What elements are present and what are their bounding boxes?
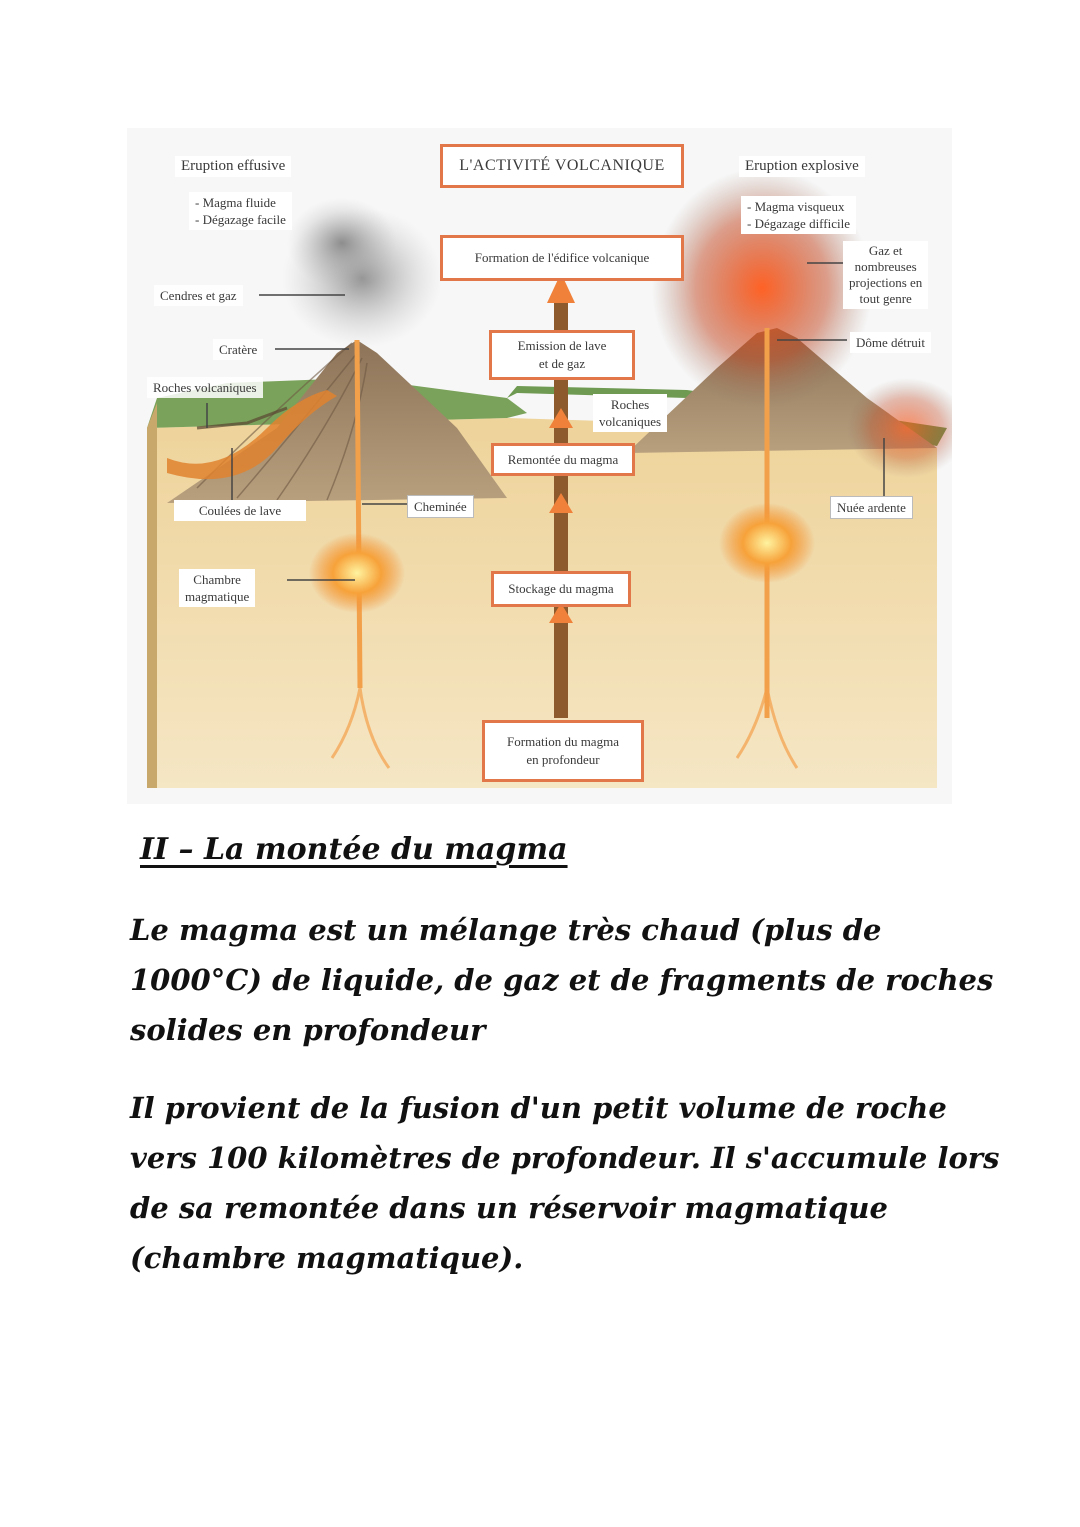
label-magma-chamber: Chambre magmatique: [179, 569, 255, 607]
label-lava-flows: Coulées de lave: [174, 500, 306, 521]
text-line: Il provient de la fusion d'un petit volume de roche: [130, 1091, 947, 1125]
trait-hard-degassing: - Dégazage difficile: [747, 216, 850, 231]
text-line: solides en profondeur: [130, 1013, 486, 1047]
text-line: Le magma est un mélange très chaud (plus de: [130, 913, 882, 947]
label-destroyed-dome: Dôme détruit: [850, 332, 931, 353]
label-chimney: Cheminée: [407, 495, 474, 518]
flow-step-emission: Emission de lave et de gaz: [489, 330, 635, 380]
paragraph-definition: [130, 905, 994, 1055]
explosive-traits: [741, 196, 856, 234]
text-line: 1000°C) de liquide, de gaz et de fragments de roches: [130, 963, 994, 997]
effusive-traits: [189, 192, 292, 230]
section-title: II – La montée du magma: [140, 832, 568, 867]
label-volcanic-rocks-right: Roches volcaniques: [593, 394, 667, 432]
label-volcanic-rocks-left: Roches volcaniques: [147, 377, 263, 398]
label-ash-gas: Cendres et gaz: [154, 285, 243, 306]
flow-step-formation: Formation du magma en profondeur: [482, 720, 644, 782]
flow-step-storage: Stockage du magma: [491, 571, 631, 607]
text-line: de sa remontée dans un réservoir magmatique: [130, 1191, 888, 1225]
explosive-header: Eruption explosive: [739, 156, 865, 177]
trait-fluid: - Magma fluide: [195, 195, 276, 210]
text-line: (chambre magmatique).: [130, 1241, 524, 1275]
effusive-header: Eruption effusive: [175, 156, 291, 177]
label-crater: Cratère: [213, 339, 263, 360]
paragraph-origin: [130, 1083, 1000, 1283]
flow-step-ascent: Remontée du magma: [491, 443, 635, 476]
label-gas-projections: Gaz et nombreuses projections en tout genre: [843, 241, 928, 309]
trait-easy-degassing: - Dégazage facile: [195, 212, 286, 227]
trait-viscous: - Magma visqueux: [747, 199, 845, 214]
text-line: vers 100 kilomètres de profondeur. Il s'accumule lors: [130, 1141, 1000, 1175]
label-pyroclastic-flow: Nuée ardente: [830, 496, 913, 519]
diagram-title: L'ACTIVITÉ VOLCANIQUE: [440, 144, 684, 188]
volcanic-activity-diagram: [127, 128, 952, 804]
flow-step-edifice: Formation de l'édifice volcanique: [440, 235, 684, 281]
